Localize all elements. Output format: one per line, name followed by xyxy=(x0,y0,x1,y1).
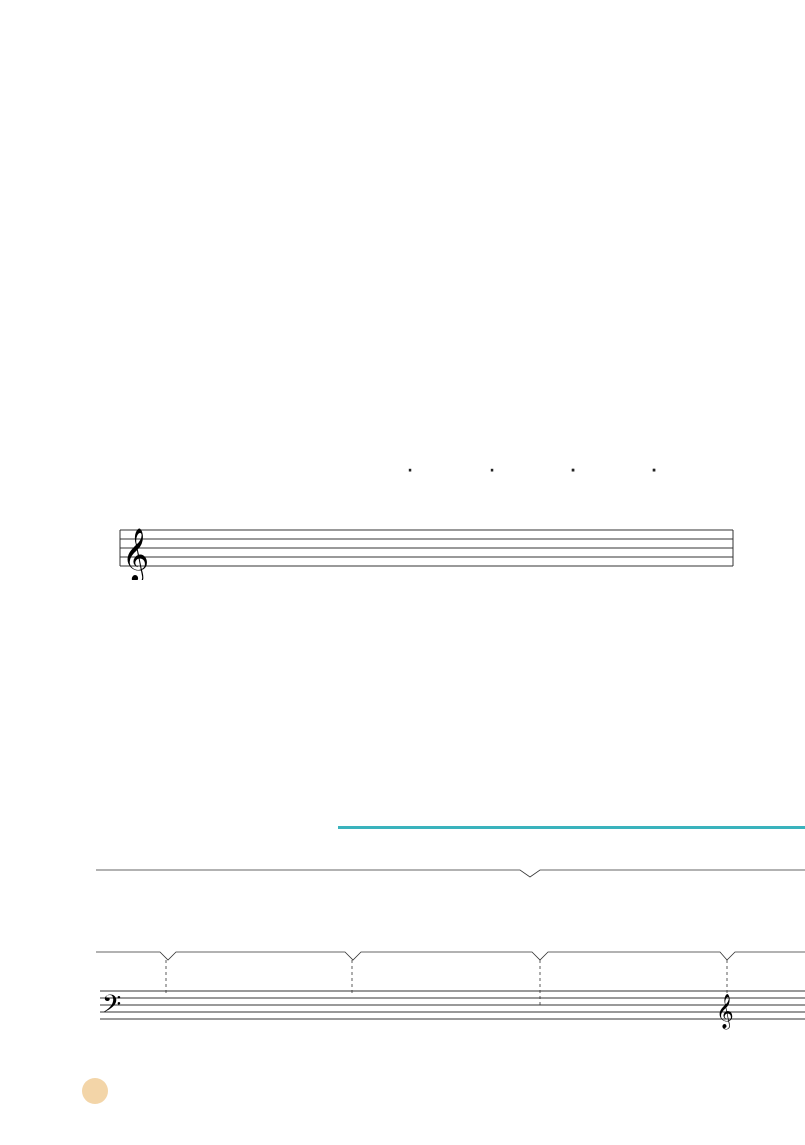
treble-clef-small-icon: 𝄞 xyxy=(716,994,734,1029)
page-number xyxy=(82,1078,108,1104)
heading-rule xyxy=(338,826,805,829)
keyboard-diagram xyxy=(0,855,805,1060)
treble-clef-icon: 𝄞 xyxy=(122,527,150,580)
bass-clef-icon: 𝄢 xyxy=(102,990,122,1025)
treble-staff xyxy=(0,520,805,580)
